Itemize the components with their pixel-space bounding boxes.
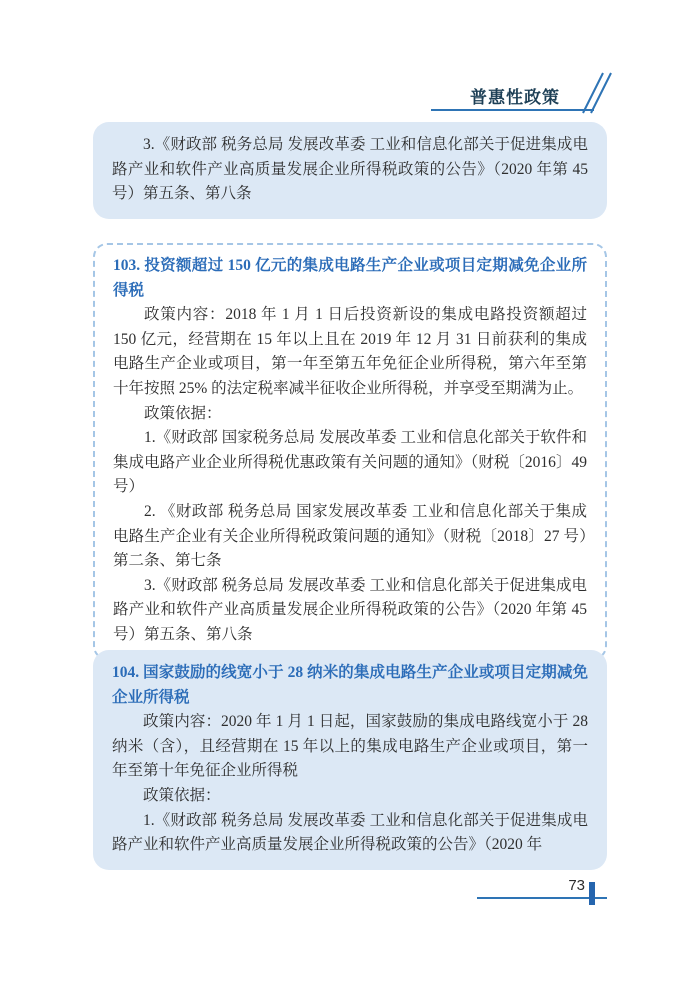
policy-paragraph: 政策依据： <box>143 786 221 804</box>
policy-box-104 <box>93 650 607 870</box>
header-rule-and-slashes-icon <box>428 70 620 118</box>
policy-box-title: 104. 国家鼓励的线宽小于 28 纳米的集成电路生产企业或项目定期减免企业所得税 <box>112 664 588 706</box>
page-number: 73 <box>568 877 585 894</box>
policy-paragraph: 2. 《财政部 税务总局 国家发展改革委 工业和信息化部关于集成电路生产企业有关企业所得税政策问题的通知》（财税〔2018〕27 号）第二条、第七条 <box>113 502 587 570</box>
policy-box-title: 103. 投资额超过 150 亿元的集成电路生产企业或项目定期减免企业所得税 <box>113 257 587 299</box>
policy-paragraph: 政策内容：2020 年 1 月 1 日起，国家鼓励的集成电路线宽小于 28 纳米（含），且经营期在 15 年以上的集成电路生产企业或项目，第一年至第十年免征企业所得税 <box>112 713 588 780</box>
policy-paragraph: 3.《财政部 税务总局 发展改革委 工业和信息化部关于促进集成电路产业和软件产业高质量发展企业所得税政策的公告》（2020 年第 45 号）第五条、第八条 <box>112 136 588 203</box>
policy-box-103 <box>93 243 607 660</box>
policy-paragraph: 政策内容：2018 年 1 月 1 日后投资新设的集成电路投资额超过 150 亿元，经营期在 15 年以上且在 2019 年 12 月 31 日前获利的集成电路生产企业或项目，第一年至第五年免征企业所得税，第六年至第十年按照 25% 的法定税率减半征收企业所得税，并享受至期满为止。 <box>113 306 587 397</box>
header-section-label: 普惠性政策 <box>470 88 560 107</box>
footer-rule <box>477 897 607 899</box>
policy-paragraph: 1.《财政部 国家税务总局 发展改革委 工业和信息化部关于软件和集成电路产业企业所得税优惠政策有关问题的通知》（财税〔2016〕49 号） <box>113 429 587 496</box>
policy-paragraph: 3.《财政部 税务总局 发展改革委 工业和信息化部关于促进集成电路产业和软件产业高质量发展企业所得税政策的公告》（2020 年第 45 号）第五条、第八条 <box>113 576 587 643</box>
footer-bar <box>589 882 595 905</box>
policy-paragraph: 政策依据： <box>144 404 222 422</box>
policy-paragraph: 1.《财政部 税务总局 发展改革委 工业和信息化部关于促进集成电路产业和软件产业高质量发展企业所得税政策的公告》（2020 年 <box>112 811 588 854</box>
policy-box-continuation <box>93 122 607 219</box>
